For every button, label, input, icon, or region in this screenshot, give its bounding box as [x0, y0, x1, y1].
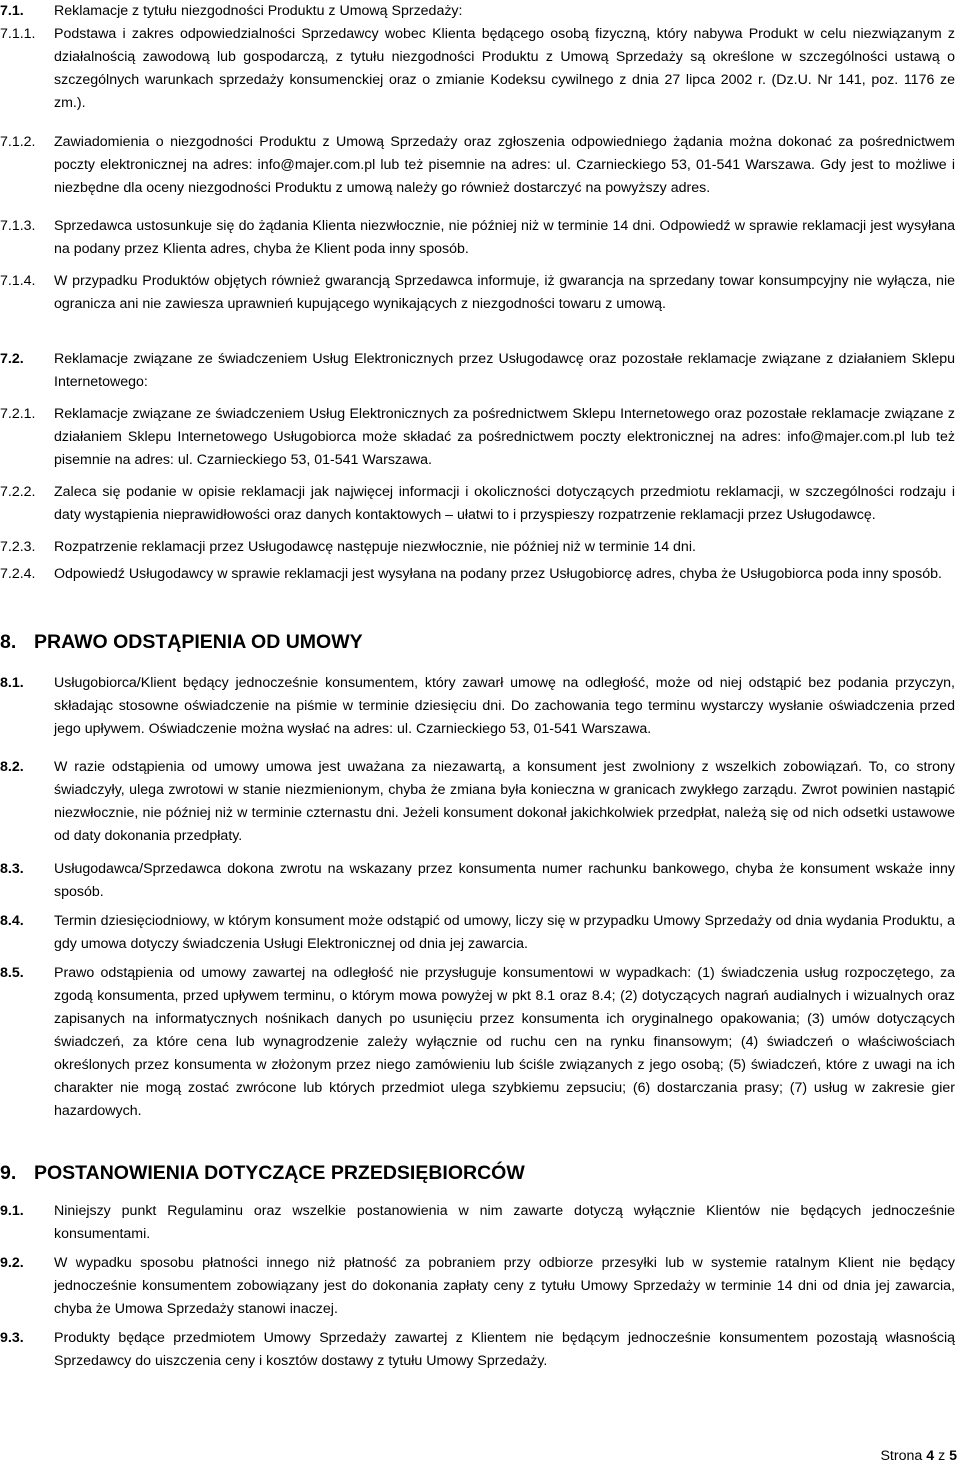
clause-number: 9.1.: [0, 1203, 24, 1219]
clause-text: Termin dziesięciodniowy, w którym konsument może odstąpić od umowy, liczy się w przypadku Umowy Sprzedaży od dnia wydania Produktu, a gdy umowa dotyczy świadczenia Usługi Elektronicznej od dnia jej zawarcia.: [54, 913, 955, 952]
section-heading: [0, 1160, 525, 1186]
clause-number: 8.1.: [0, 675, 24, 691]
clause-paragraph: [0, 23, 955, 115]
section-heading: [0, 629, 363, 655]
section-heading-number: 9.: [0, 1162, 17, 1184]
clause-number: 7.2.1.: [0, 406, 36, 422]
clause-text: W razie odstąpienia od umowy umowa jest uważana za niezawartą, a konsument jest zwolniony z wszelkich zobowiązań. To, co strony świadczyły, ulega zwrotowi w stanie niezmienionym, chyba że zmiana była konieczna w granicach zwykłego zarządu. Zwrot powinien nastąpić niezwłocznie, nie później niż w terminie czternastu dni. Jeżeli konsument dokonał jakichkolwiek przedpłat, należą się od nich odsetki ustawowe od daty dokonania przedpłaty.: [54, 759, 955, 844]
section-heading-number: 8.: [0, 631, 17, 653]
clause-text: Reklamacje związane ze świadczeniem Usług Elektronicznych przez Usługodawcę oraz pozostałe reklamacje związane z działaniem Sklepu Internetowego:: [54, 351, 955, 390]
page-footer: [880, 1446, 957, 1466]
clause-text: Niniejszy punkt Regulaminu oraz wszelkie postanowienia w nim zawarte dotyczą wyłącznie Klientów nie będących jednocześnie konsumentami.: [54, 1203, 955, 1242]
clause-paragraph: [0, 131, 955, 200]
clause-text: Zaleca się podanie w opisie reklamacji jak najwięcej informacji i okoliczności dotyczących przedmiotu reklamacji, w szczególności rodzaju i daty wystąpienia nieprawidłowości oraz danych kontaktowych – ułatwi to i przyspieszy rozpatrzenie reklamacji przez Usługodawcę.: [54, 484, 955, 523]
clause-paragraph: [0, 481, 955, 527]
clause-paragraph: [0, 215, 955, 261]
clause-paragraph: [0, 962, 955, 1123]
clause-paragraph: [0, 672, 955, 741]
page-label: Strona: [880, 1448, 923, 1464]
clause-number: 7.2.2.: [0, 484, 36, 500]
clause-paragraph: [0, 1252, 955, 1321]
clause-text: Produkty będące przedmiotem Umowy Sprzedaży zawartej z Klientem nie będącym jednocześnie konsumentem pozostają własnością Sprzedawcy do uiszczenia ceny i kosztów dostawy z tytułu Umowy Sprzedaży.: [54, 1330, 955, 1369]
clause-text: Usługodawca/Sprzedawca dokona zwrotu na wskazany przez konsumenta numer rachunku bankowego, chyba że konsument wskaże inny sposób.: [54, 861, 955, 900]
clause-number: 7.1.3.: [0, 218, 36, 234]
page-total: 5: [949, 1448, 957, 1464]
clause-number: 7.1.2.: [0, 134, 36, 150]
page-current: 4: [926, 1448, 935, 1464]
clause-text: Sprzedawca ustosunkuje się do żądania Klienta niezwłocznie, nie później niż w terminie 14 dni. Odpowiedź w sprawie reklamacji jest wysyłana na podany przez Klienta adres, chyba że Klient poda inny sposób.: [54, 218, 955, 257]
clause-number: 7.1.1.: [0, 26, 36, 42]
clause-number: 8.3.: [0, 861, 24, 877]
clause-number: 7.1.4.: [0, 273, 36, 289]
clause-text: Rozpatrzenie reklamacji przez Usługodawcę następuje niezwłocznie, nie później niż w terminie 14 dni.: [54, 539, 696, 555]
section-heading-text: POSTANOWIENIA DOTYCZĄCE PRZEDSIĘBIORCÓW: [34, 1162, 525, 1184]
clause-paragraph: [0, 348, 955, 394]
clause-paragraph: [0, 858, 955, 904]
clause-number: 7.1.: [0, 3, 24, 19]
clause-text: W wypadku sposobu płatności innego niż płatność za pobraniem przy odbiorze przesyłki lub w systemie ratalnym Klient nie będący jednocześnie konsumentem zobowiązany jest do dokonania zapłaty ceny z tytułu Umowy Sprzedaży w terminie 14 dni od dnia jej zawarcia, chyba że Umowa Sprzedaży stanowi inaczej.: [54, 1255, 955, 1317]
clause-number: 7.2.4.: [0, 566, 36, 582]
clause-number: 8.2.: [0, 759, 24, 775]
clause-paragraph: [0, 1200, 955, 1246]
clause-paragraph: [0, 536, 955, 559]
clause-paragraph: [0, 910, 955, 956]
clause-paragraph: [0, 270, 955, 316]
clause-paragraph: [0, 403, 955, 472]
section-heading-text: PRAWO ODSTĄPIENIA OD UMOWY: [34, 631, 363, 653]
clause-text: Reklamacje z tytułu niezgodności Produktu z Umową Sprzedaży:: [54, 3, 463, 19]
clause-text: Prawo odstąpienia od umowy zawartej na odległość nie przysługuje konsumentowi w wypadkach: (1) świadczenia usług rozpoczętego, za zgodą konsumenta, przed upływem terminu, o którym mowa powyżej w pkt 8.1 oraz 8.4; (2) dotyczących nagrań audialnych i wizualnych oraz zapisanych na informatycznych nośnikach danych po usunięciu przez konsumenta ich oryginalnego opakowania; (3) umów dotyczących świadczeń, za które cena lub wynagrodzenie zależy wyłącznie od ruchu cen na rynku finansowym; (4) świadczeń o właściwościach określonych przez konsumenta w złożonym przez niego zamówieniu lub ściśle związanych z jego osobą; (5) świadczeń, które z uwagi na ich charakter nie mogą zostać zwrócone lub których przedmiot ulega szybkiemu zepsuciu; (6) dostarczania prasy; (7) usług w zakresie gier hazardowych.: [54, 965, 955, 1119]
clause-text: Usługobiorca/Klient będący jednocześnie konsumentem, który zawarł umowę na odległość, może od niej odstąpić bez podania przyczyn, składając stosowne oświadczenie na piśmie w terminie dziesięciu dni. Do zachowania tego terminu wystarczy wysłanie oświadczenia przed jego upływem. Oświadczenie można wysłać na adres: ul. Czarnieckiego 53, 01-541 Warszawa.: [54, 675, 955, 737]
clause-number: 9.3.: [0, 1330, 24, 1346]
clause-number: 7.2.: [0, 351, 24, 367]
clause-paragraph: [0, 756, 955, 848]
page-separator: z: [938, 1448, 946, 1464]
clause-text: W przypadku Produktów objętych również gwarancją Sprzedawca informuje, iż gwarancja na sprzedany towar konsumpcyjny nie wyłącza, nie ogranicza ani nie zawiesza uprawnień kupującego wynikających z niezgodności towaru z umową.: [54, 273, 955, 312]
clause-text: Podstawa i zakres odpowiedzialności Sprzedawcy wobec Klienta będącego osobą fizyczną, który nabywa Produkt w celu niezwiązanym z działalnością zawodową lub gospodarczą, z tytułu niezgodności Produktu z Umową Sprzedaży są określone w szczególności ustawą o szczególnych warunkach sprzedaży konsumenckiej oraz o zmianie Kodeksu cywilnego z dnia 27 lipca 2002 r. (Dz.U. Nr 141, poz. 1176 ze zm.).: [54, 26, 955, 111]
clause-paragraph: [0, 0, 955, 23]
clause-paragraph: [0, 563, 955, 586]
clause-number: 7.2.3.: [0, 539, 36, 555]
clause-text: Zawiadomienia o niezgodności Produktu z Umową Sprzedaży oraz zgłoszenia odpowiedniego żądania można dokonać za pośrednictwem poczty elektronicznej na adres: info@majer.com.pl lub też pisemnie na adres: ul. Czarnieckiego 53, 01-541 Warszawa. Gdy jest to możliwe i niezbędne dla oceny niezgodności Produktu z umową należy go również dostarczyć na powyższy adres.: [54, 134, 955, 196]
clause-paragraph: [0, 1327, 955, 1373]
clause-number: 8.5.: [0, 965, 24, 981]
clause-text: Odpowiedź Usługodawcy w sprawie reklamacji jest wysyłana na podany przez Usługobiorcę adres, chyba że Usługobiorca poda inny sposób.: [54, 566, 942, 582]
clause-number: 8.4.: [0, 913, 24, 929]
clause-number: 9.2.: [0, 1255, 24, 1271]
clause-text: Reklamacje związane ze świadczeniem Usług Elektronicznych za pośrednictwem Sklepu Internetowego oraz pozostałe reklamacje związane z działaniem Sklepu Internetowego Usługobiorca może składać za pośrednictwem poczty elektronicznej na adres: info@majer.com.pl lub też pisemnie na adres: ul. Czarnieckiego 53, 01-541 Warszawa.: [54, 406, 955, 468]
